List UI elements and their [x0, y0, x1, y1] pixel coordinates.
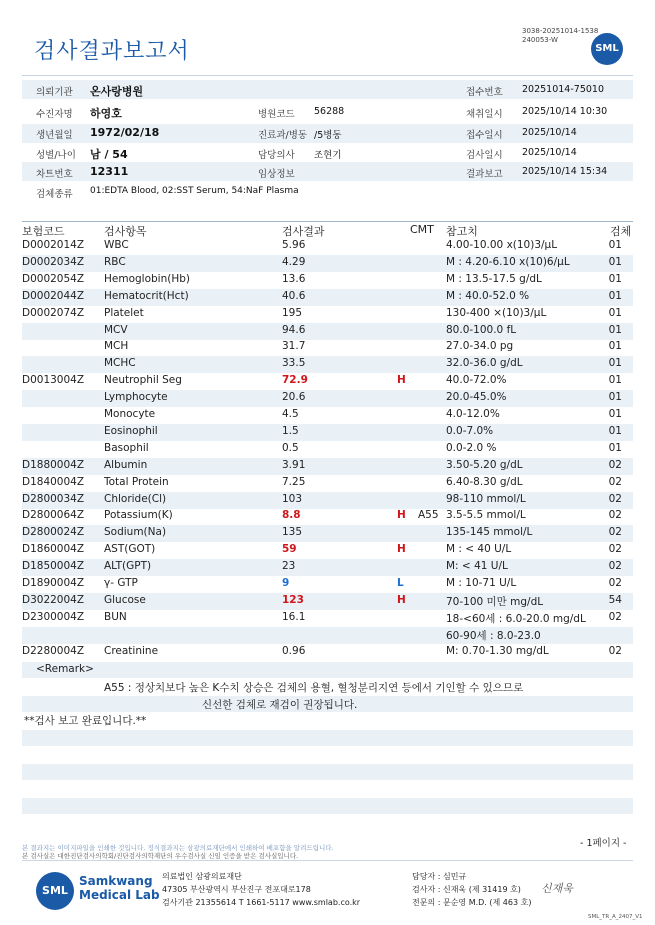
- specimen-cell: 01: [608, 425, 622, 437]
- specimen-cell: 02: [608, 577, 622, 589]
- receipt-date-label: 접수일시: [466, 130, 503, 141]
- item-cell: Basophil: [104, 442, 149, 454]
- cmt-cell: A55: [418, 509, 439, 521]
- code-cell: D2280004Z: [22, 645, 85, 657]
- code-cell: D0002074Z: [22, 307, 85, 319]
- code-cell: D1890004Z: [22, 577, 85, 589]
- chart-value: 12311: [90, 165, 129, 178]
- hospcode-value: 56288: [314, 106, 345, 117]
- form-code: SML_TR_A_2407_V1: [588, 914, 643, 920]
- remark-line1: A55 : 정상치보다 높은 K수치 상승은 검체의 용혈, 혈청분리지연 등에서 기인할 수 있으므로: [104, 682, 524, 694]
- code-cell: D1850004Z: [22, 560, 85, 572]
- reference-cell: M : 10-71 U/L: [446, 577, 517, 589]
- result-cell: 72.9: [282, 374, 308, 386]
- specimen-cell: 01: [608, 324, 622, 336]
- reference-cell: 6.40-8.30 g/dL: [446, 476, 523, 488]
- code-cell: D1840004Z: [22, 476, 85, 488]
- item-cell: BUN: [104, 611, 127, 623]
- code-cell: D0013004Z: [22, 374, 85, 386]
- code-cell: D2800024Z: [22, 526, 85, 538]
- hospital-value: 온사랑병원: [90, 85, 144, 98]
- result-cell: 195: [282, 307, 303, 319]
- specimen-cell: 01: [608, 340, 622, 352]
- result-cell: 8.8: [282, 509, 301, 521]
- result-cell: 59: [282, 543, 297, 555]
- col-header-cmt: CMT: [410, 223, 434, 236]
- col-header-code: 보험코드: [22, 225, 65, 238]
- test-date-label: 검사일시: [466, 150, 503, 161]
- reference-cell: 32.0-36.0 g/dL: [446, 357, 523, 369]
- reference-cell: 70-100 미만 mg/dL: [446, 596, 544, 608]
- signature: 신재욱: [541, 882, 573, 895]
- reference-cell: M: 0.70-1.30 mg/dL: [446, 645, 549, 657]
- specimen-cell: 01: [608, 357, 622, 369]
- specimen-cell: 02: [608, 509, 622, 521]
- result-cell: 4.29: [282, 256, 306, 268]
- specimen-label: 검체종류: [36, 189, 73, 200]
- item-cell: MCV: [104, 324, 128, 336]
- blank-band: [22, 730, 633, 746]
- flag-cell: L: [397, 577, 404, 589]
- blank-band: [22, 764, 633, 780]
- dept-value: /5병동: [314, 130, 342, 141]
- code-cell: D0002044Z: [22, 290, 85, 302]
- test-date-value: 2025/10/14: [522, 147, 577, 158]
- code-cell: D2800064Z: [22, 509, 85, 521]
- code-cell: D3022004Z: [22, 594, 85, 606]
- item-cell: Glucose: [104, 594, 146, 606]
- tester-line: 검사자 : 신재욱 (제 31419 호): [412, 885, 521, 894]
- reference-cell: 4.0-12.0%: [446, 408, 500, 420]
- reference-cell: 80.0-100.0 fL: [446, 324, 517, 336]
- brand-name: [79, 874, 160, 902]
- specialist-line: 전문의 : 문순영 M.D. (제 463 호): [412, 898, 532, 907]
- result-cell: 123: [282, 594, 304, 606]
- table-divider: [22, 221, 633, 222]
- item-cell: Creatinine: [104, 645, 159, 657]
- patient-label: 수진자명: [36, 109, 73, 120]
- specimen-cell: 02: [608, 476, 622, 488]
- specimen-cell: 02: [608, 526, 622, 538]
- specimen-cell: 01: [608, 256, 622, 268]
- page-title: 검사결과보고서: [34, 39, 190, 64]
- col-header-item: 검사항목: [104, 225, 147, 238]
- code-cell: D1880004Z: [22, 459, 85, 471]
- specimen-cell: 01: [608, 408, 622, 420]
- accreditation-notice: 본 검사실은 대한진단검사의학회/진단검사의학재단의 우수검사실 신임 인증을 받은 검사실입니다.: [22, 852, 299, 860]
- document-number: [522, 27, 598, 45]
- item-cell: Platelet: [104, 307, 144, 319]
- org-contact: 검사기관 21355614 T 1661-5117 www.smlab.co.kr: [162, 898, 361, 907]
- samkwang-logo: SML: [36, 872, 74, 910]
- reference-cell: 20.0-45.0%: [446, 391, 507, 403]
- document-number-line2: 240053-W: [522, 36, 558, 44]
- item-cell: γ- GTP: [104, 577, 138, 589]
- document-number-line1: 3038-20251014-1538: [522, 27, 599, 35]
- reference-cell: 60-90세 : 8.0-23.0: [446, 630, 541, 642]
- code-cell: D2300004Z: [22, 611, 85, 623]
- sml-logo: SML: [591, 33, 623, 65]
- collect-value: 2025/10/14 10:30: [522, 106, 608, 117]
- clinical-label: 임상정보: [258, 169, 295, 180]
- result-cell: 0.96: [282, 645, 306, 657]
- result-cell: 3.91: [282, 459, 306, 471]
- col-header-result: 검사결과: [282, 225, 325, 238]
- item-cell: Lymphocyte: [104, 391, 168, 403]
- receipt-date-value: 2025/10/14: [522, 127, 577, 138]
- specimen-cell: 01: [608, 307, 622, 319]
- result-cell: 23: [282, 560, 296, 572]
- birth-value: 1972/02/18: [90, 126, 160, 139]
- item-cell: Chloride(Cl): [104, 493, 167, 505]
- item-cell: Eosinophil: [104, 425, 158, 437]
- reference-cell: 0.0-2.0 %: [446, 442, 497, 454]
- reference-cell: 135-145 mmol/L: [446, 526, 533, 538]
- item-cell: WBC: [104, 239, 129, 251]
- result-cell: 9: [282, 577, 290, 589]
- result-cell: 16.1: [282, 611, 306, 623]
- item-cell: MCH: [104, 340, 129, 352]
- item-cell: MCHC: [104, 357, 136, 369]
- patient-value: 하영호: [90, 107, 122, 120]
- blank-band: [22, 798, 633, 814]
- specimen-cell: 02: [608, 645, 622, 657]
- reference-cell: M : 40.0-52.0 %: [446, 290, 530, 302]
- item-cell: Monocyte: [104, 408, 156, 420]
- result-cell: 31.7: [282, 340, 306, 352]
- item-cell: Neutrophil Seg: [104, 374, 182, 386]
- org-name: 의료법인 삼광의료재단: [162, 872, 242, 881]
- result-cell: 7.25: [282, 476, 306, 488]
- result-cell: 4.5: [282, 408, 299, 420]
- item-cell: Potassium(K): [104, 509, 173, 521]
- receipt-no-value: 20251014-75010: [522, 84, 605, 95]
- reference-cell: 4.00-10.00 x(10)3/μL: [446, 239, 558, 251]
- specimen-cell: 02: [608, 560, 622, 572]
- specimen-cell: 02: [608, 543, 622, 555]
- result-cell: 13.6: [282, 273, 306, 285]
- result-cell: 5.96: [282, 239, 306, 251]
- report-value: 2025/10/14 15:34: [522, 166, 608, 177]
- result-cell: 1.5: [282, 425, 299, 437]
- item-cell: AST(GOT): [104, 543, 156, 555]
- specimen-cell: 54: [608, 594, 622, 606]
- result-cell: 103: [282, 493, 303, 505]
- birth-label: 생년월일: [36, 130, 73, 141]
- reference-cell: 18-<60세 : 6.0-20.0 mg/dL: [446, 613, 586, 625]
- image-print-notice: 본 결과지는 이미지파일을 인쇄한 것입니다. 정식결과지는 삼광의료재단에서 인쇄하여 배포함을 알려드립니다.: [22, 844, 334, 852]
- result-cell: 135: [282, 526, 303, 538]
- brand-line2: Medical Lab: [79, 888, 160, 902]
- specimen-cell: 02: [608, 611, 622, 623]
- result-cell: 20.6: [282, 391, 306, 403]
- report-complete-text: **검사 보고 완료입니다.**: [24, 715, 147, 727]
- report-label: 결과보고: [466, 169, 503, 180]
- remark-label: <Remark>: [36, 663, 94, 675]
- reference-cell: 130-400 ×(10)3/μL: [446, 307, 547, 319]
- doctor-label: 담당의사: [258, 150, 295, 161]
- reference-cell: M : 13.5-17.5 g/dL: [446, 273, 542, 285]
- sexage-label: 성별/나이: [36, 150, 76, 161]
- dept-label: 진료과/병동: [258, 130, 308, 141]
- code-cell: D2800034Z: [22, 493, 85, 505]
- reference-cell: 27.0-34.0 pg: [446, 340, 514, 352]
- item-cell: RBC: [104, 256, 126, 268]
- remark-line2: 신선한 검체로 재검이 권장됩니다.: [202, 699, 358, 711]
- specimen-cell: 01: [608, 374, 622, 386]
- result-cell: 33.5: [282, 357, 306, 369]
- reference-cell: 3.50-5.20 g/dL: [446, 459, 523, 471]
- reference-cell: 3.5-5.5 mmol/L: [446, 509, 526, 521]
- reference-cell: 40.0-72.0%: [446, 374, 507, 386]
- col-header-specimen: 검체: [610, 225, 632, 238]
- code-cell: D0002034Z: [22, 256, 85, 268]
- item-cell: ALT(GPT): [104, 560, 152, 572]
- specimen-cell: 01: [608, 290, 622, 302]
- row-band: [22, 627, 633, 644]
- divider: [22, 860, 633, 861]
- result-cell: 0.5: [282, 442, 299, 454]
- specimen-cell: 02: [608, 493, 622, 505]
- reference-cell: M : < 40 U/L: [446, 543, 512, 555]
- result-cell: 40.6: [282, 290, 306, 302]
- reference-cell: M: < 41 U/L: [446, 560, 508, 572]
- item-cell: Sodium(Na): [104, 526, 167, 538]
- divider: [22, 75, 633, 76]
- page-number: - 1페이지 -: [580, 838, 627, 849]
- item-cell: Albumin: [104, 459, 148, 471]
- flag-cell: H: [397, 509, 406, 521]
- hospital-label: 의뢰기관: [36, 87, 73, 98]
- result-cell: 94.6: [282, 324, 306, 336]
- reference-cell: 98-110 mmol/L: [446, 493, 526, 505]
- specimen-cell: 01: [608, 239, 622, 251]
- flag-cell: H: [397, 594, 406, 606]
- flag-cell: H: [397, 374, 406, 386]
- specimen-value: 01:EDTA Blood, 02:SST Serum, 54:NaF Plasma: [90, 186, 299, 196]
- code-cell: D0002054Z: [22, 273, 85, 285]
- code-cell: D0002014Z: [22, 239, 85, 251]
- reference-cell: M : 4.20-6.10 x(10)6/μL: [446, 256, 570, 268]
- specimen-cell: 01: [608, 273, 622, 285]
- specimen-cell: 01: [608, 442, 622, 454]
- reference-cell: 0.0-7.0%: [446, 425, 494, 437]
- brand-line1: Samkwang: [79, 874, 153, 888]
- code-cell: D1860004Z: [22, 543, 85, 555]
- item-cell: Total Protein: [104, 476, 169, 488]
- item-cell: Hematocrit(Hct): [104, 290, 189, 302]
- manager-line: 담당자 : 심민규: [412, 872, 467, 881]
- chart-label: 차트번호: [36, 169, 73, 180]
- specimen-cell: 01: [608, 391, 622, 403]
- receipt-no-label: 접수번호: [466, 87, 503, 98]
- item-cell: Hemoglobin(Hb): [104, 273, 191, 285]
- sexage-value: 남 / 54: [90, 148, 128, 161]
- remark-band: [22, 662, 633, 678]
- hospcode-label: 병원코드: [258, 109, 295, 120]
- collect-label: 채취일시: [466, 109, 503, 120]
- org-address: 47305 부산광역시 부산진구 전포대로178: [162, 885, 311, 894]
- specimen-cell: 02: [608, 459, 622, 471]
- flag-cell: H: [397, 543, 406, 555]
- doctor-value: 조현기: [314, 150, 342, 161]
- col-header-reference: 참고치: [446, 225, 478, 238]
